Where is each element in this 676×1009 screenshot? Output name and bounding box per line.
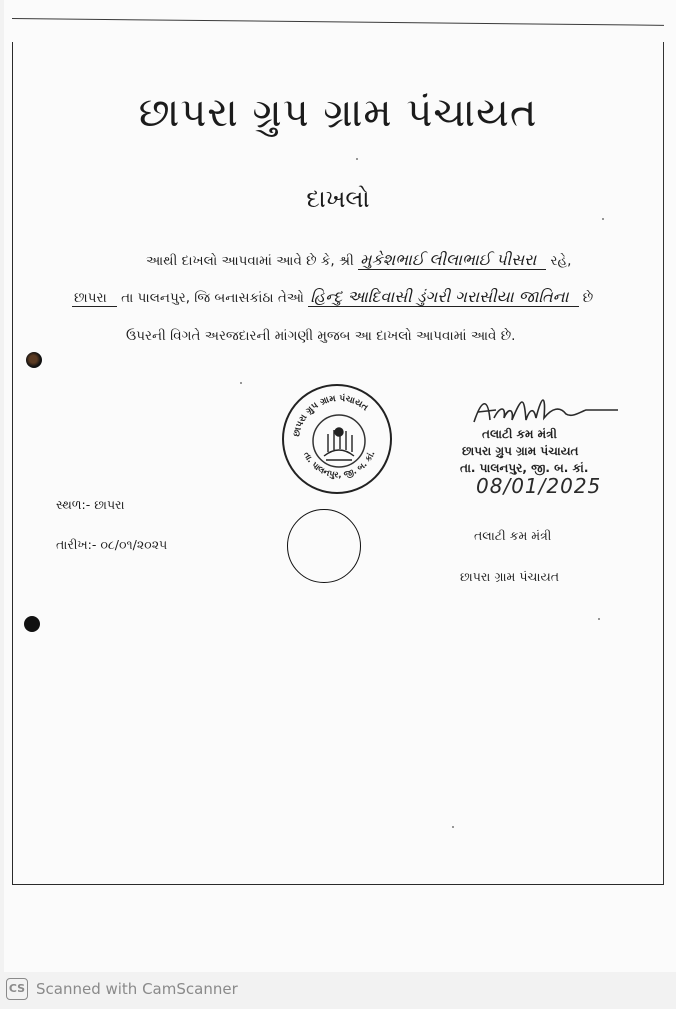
line2-middle: તા પાલનપુર, જિ બનાસકાંઠા તેઓ bbox=[121, 290, 304, 306]
applicant-name: મુકેશભાઈ લીલાભાઈ પીસરા bbox=[358, 250, 546, 270]
caste-text: હિન્દુ આદિવાસી ડુંગરી ગરાસીયા જાતિના bbox=[308, 287, 578, 307]
speck bbox=[598, 618, 600, 620]
line2-suffix: છે bbox=[582, 290, 594, 306]
speck bbox=[602, 218, 604, 220]
svg-text:છાપરા ગ્રુપ ગ્રામ પંચાયત bbox=[292, 393, 370, 438]
seal-top-text: છાપરા ગ્રુપ ગ્રામ પંચાયત bbox=[292, 393, 370, 438]
svg-text:તા. પાલનપુર, જી. બ. કાં. bbox=[301, 450, 378, 481]
line1-prefix: આથી દાખલો આપવામાં આવે છે કે, શ્રી bbox=[146, 253, 354, 269]
stamp-line-3: તા. પાલનપુર, જી. બ. કાં. bbox=[460, 461, 589, 475]
camscanner-logo-icon: CS bbox=[6, 978, 28, 1000]
place-field: સ્થળ:- છાપરા bbox=[56, 497, 125, 512]
panchayat-seal bbox=[282, 384, 392, 494]
office-name: છાપરા ગ્રામ પંચાયત bbox=[460, 569, 560, 584]
certificate-line-1 bbox=[146, 250, 571, 270]
officer-stamp bbox=[452, 426, 588, 477]
seal-text-ring bbox=[284, 386, 394, 496]
punch-hole-bottom bbox=[24, 616, 40, 632]
scanner-watermark: Scanned with CamScanner bbox=[36, 980, 238, 998]
handwritten-date: 08/01/2025 bbox=[476, 474, 602, 498]
speck bbox=[356, 158, 358, 160]
line1-suffix: રહે, bbox=[550, 253, 572, 269]
empty-circle-mark bbox=[287, 509, 361, 583]
speck bbox=[452, 826, 454, 828]
date-field: તારીખ:- ૦૮/૦૧/૨૦૨૫ bbox=[56, 537, 168, 552]
village-name: છાપરા bbox=[72, 290, 117, 307]
speck bbox=[240, 382, 242, 384]
certificate-line-2 bbox=[72, 287, 593, 307]
officer-title: તલાટી કમ મંત્રી bbox=[474, 528, 552, 543]
seal-bottom-text: તા. પાલનપુર, જી. બ. કાં. bbox=[300, 449, 378, 481]
stamp-line-1: તલાટી કમ મંત્રી bbox=[482, 427, 557, 441]
document-subtitle: દાખલો bbox=[306, 185, 370, 213]
punch-hole-top bbox=[26, 352, 42, 368]
certificate-line-3: ઉપરની વિગતે અરજદારની માંગણી મુજબ આ દાખલો આપવામાં આવે છે. bbox=[126, 328, 516, 344]
seal-emblem-icon bbox=[324, 428, 354, 460]
document-title: છાપરા ગ્રુપ ગ્રામ પંચાયત bbox=[138, 90, 538, 136]
stamp-line-2: છાપરા ગ્રુપ ગ્રામ પંચાયત bbox=[462, 444, 579, 458]
